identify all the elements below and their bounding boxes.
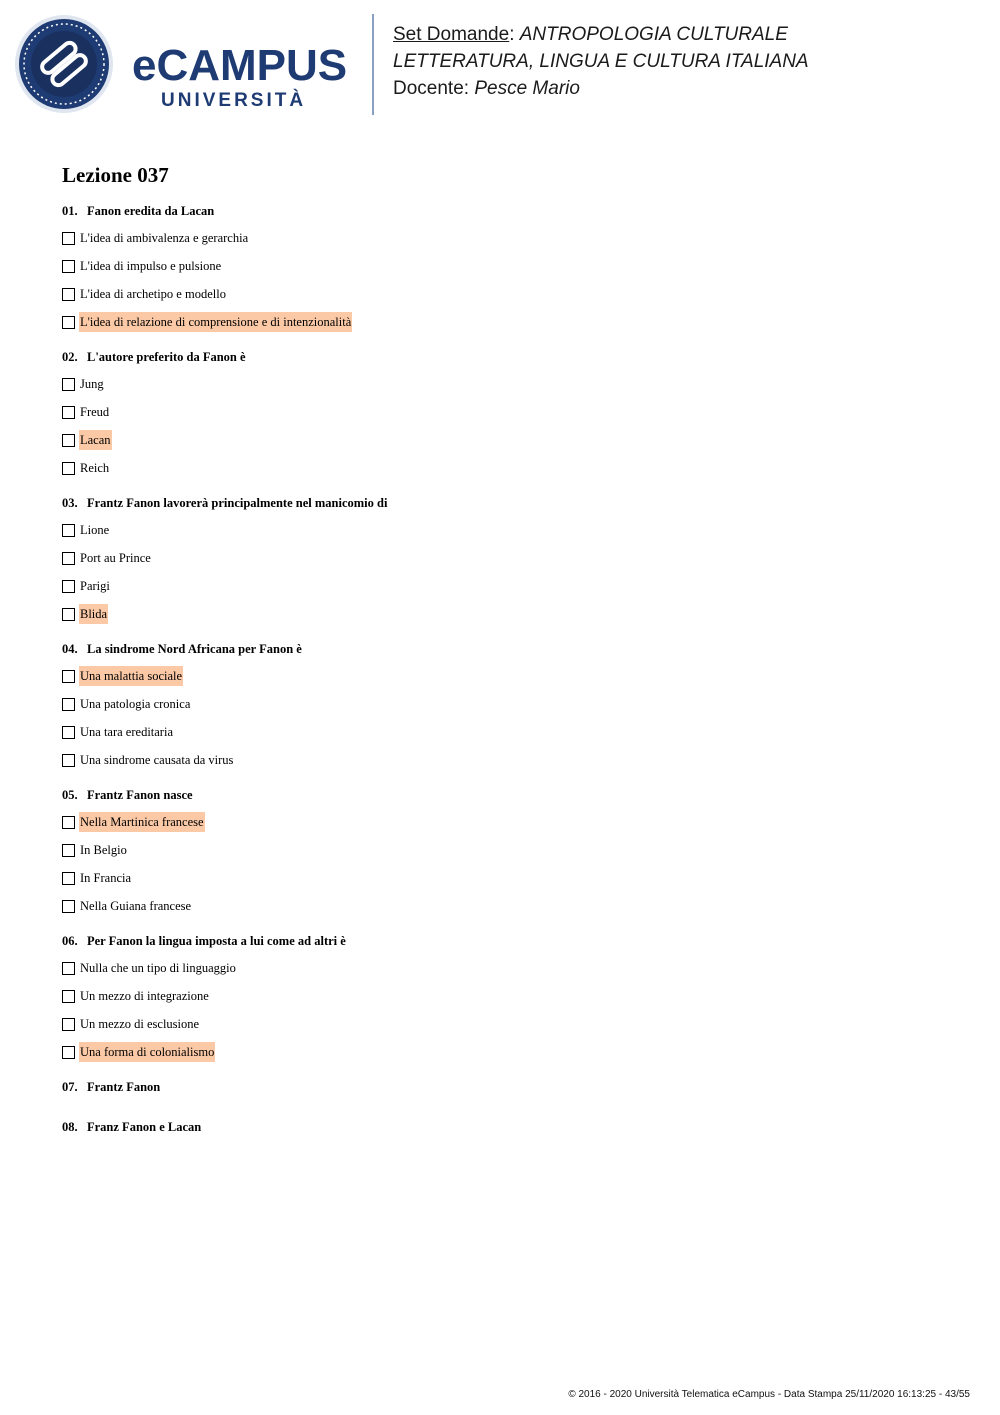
answer-option[interactable] [62, 982, 962, 1010]
answer-text-correct: Lacan [79, 430, 112, 450]
ecampus-logo [14, 14, 359, 116]
answer-text: Una tara ereditaria [80, 725, 173, 739]
question [62, 1114, 962, 1140]
answer-option[interactable] [62, 454, 962, 482]
page-footer: © 2016 - 2020 Università Telematica eCampus - Data Stampa 25/11/2020 16:13:25 - 43/55 [568, 1389, 970, 1400]
answer-checkbox[interactable] [62, 1018, 75, 1031]
answer-text-correct: Nella Martinica francese [79, 812, 205, 832]
answer-option[interactable] [62, 1038, 962, 1066]
question-title [62, 490, 962, 516]
question [62, 344, 962, 482]
question-number: 01. [62, 204, 78, 218]
question-number: 05. [62, 788, 78, 802]
answer-checkbox[interactable] [62, 608, 75, 621]
answer-option[interactable] [62, 808, 962, 836]
set-label: Set Domande [393, 24, 510, 45]
answer-text: In Belgio [80, 843, 127, 857]
question [62, 1074, 962, 1100]
question-title [62, 198, 962, 224]
answer-text-correct: Una forma di colonialismo [79, 1042, 215, 1062]
answer-checkbox[interactable] [62, 524, 75, 537]
answer-checkbox[interactable] [62, 232, 75, 245]
answer-option[interactable] [62, 252, 962, 280]
course-line-1: ANTROPOLOGIA CULTURALE [519, 24, 788, 45]
question [62, 636, 962, 774]
answer-text: L'idea di impulso e pulsione [80, 259, 222, 273]
question-number: 08. [62, 1120, 78, 1134]
question-text: Frantz Fanon nasce [87, 788, 193, 802]
answer-checkbox[interactable] [62, 1046, 75, 1059]
answer-text-correct: L'idea di relazione di comprensione e di intenzionalità [79, 312, 352, 332]
teacher-name: Pesce Mario [474, 78, 580, 99]
teacher-label: Docente [393, 78, 464, 99]
question-number: 06. [62, 934, 78, 948]
question-title [62, 1114, 962, 1140]
answer-option[interactable] [62, 572, 962, 600]
answer-text: Nella Guiana francese [80, 899, 192, 913]
question [62, 490, 962, 628]
answer-checkbox[interactable] [62, 288, 75, 301]
question-number: 07. [62, 1080, 78, 1094]
question-title [62, 782, 962, 808]
question-title [62, 344, 962, 370]
question [62, 782, 962, 920]
answer-text: Una patologia cronica [80, 697, 191, 711]
answer-text: Nulla che un tipo di linguaggio [80, 961, 236, 975]
answer-option[interactable] [62, 836, 962, 864]
answer-checkbox[interactable] [62, 260, 75, 273]
question [62, 198, 962, 336]
answer-checkbox[interactable] [62, 990, 75, 1003]
answer-checkbox[interactable] [62, 872, 75, 885]
answer-text-correct: Una malattia sociale [79, 666, 183, 686]
answer-checkbox[interactable] [62, 962, 75, 975]
page-header [0, 0, 1000, 130]
course-info: Set Domande: ANTROPOLOGIA CULTURALE LETTERATURA, LINGUA E CULTURA ITALIANA Docente: Pesce Mario [393, 24, 809, 99]
question-title [62, 928, 962, 954]
answer-option[interactable] [62, 690, 962, 718]
lesson-title: Lezione 037 [62, 163, 169, 187]
question-text: L'autore preferito da Fanon è [87, 350, 246, 364]
logo-brand: eCAMPUS [132, 41, 348, 90]
answer-text: Lione [80, 523, 110, 537]
question-number: 02. [62, 350, 78, 364]
question-number: 03. [62, 496, 78, 510]
answer-option[interactable] [62, 426, 962, 454]
answer-option[interactable] [62, 544, 962, 572]
question-list [62, 198, 962, 1140]
answer-text: Freud [80, 405, 110, 419]
answer-checkbox[interactable] [62, 698, 75, 711]
answer-text-correct: Blida [79, 604, 108, 624]
answer-option[interactable] [62, 662, 962, 690]
lesson-content [62, 160, 962, 1140]
answer-checkbox[interactable] [62, 316, 75, 329]
answer-option[interactable] [62, 746, 962, 774]
answer-text: L'idea di ambivalenza e gerarchia [80, 231, 249, 245]
answer-checkbox[interactable] [62, 754, 75, 767]
answer-text: Port au Prince [80, 551, 151, 565]
answer-option[interactable] [62, 516, 962, 544]
question-text: Fanon eredita da Lacan [87, 204, 215, 218]
question-text: Frantz Fanon [87, 1080, 161, 1094]
question-text: Franz Fanon e Lacan [87, 1120, 202, 1134]
question [62, 928, 962, 1066]
answer-checkbox[interactable] [62, 378, 75, 391]
question-text: Frantz Fanon lavorerà principalmente nel manicomio di [87, 496, 388, 510]
answer-option[interactable] [62, 280, 962, 308]
answer-option[interactable] [62, 892, 962, 920]
header-divider [372, 14, 374, 115]
answer-option[interactable] [62, 308, 962, 336]
answer-option[interactable] [62, 864, 962, 892]
answer-option[interactable] [62, 224, 962, 252]
answer-text: Una sindrome causata da virus [80, 753, 234, 767]
answer-text: Jung [80, 377, 104, 391]
answer-text: In Francia [80, 871, 132, 885]
answer-text: Un mezzo di esclusione [80, 1017, 200, 1031]
course-line-2: LETTERATURA, LINGUA E CULTURA ITALIANA [393, 51, 809, 72]
logo-subtitle: UNIVERSITÀ [161, 90, 307, 111]
answer-option[interactable] [62, 1010, 962, 1038]
answer-text: Un mezzo di integrazione [80, 989, 209, 1003]
answer-checkbox[interactable] [62, 580, 75, 593]
answer-option[interactable] [62, 370, 962, 398]
answer-option[interactable] [62, 600, 962, 628]
question-title [62, 1074, 962, 1100]
answer-checkbox[interactable] [62, 552, 75, 565]
question-title [62, 636, 962, 662]
answer-checkbox[interactable] [62, 462, 75, 475]
answer-text: Reich [80, 461, 110, 475]
answer-checkbox[interactable] [62, 816, 75, 829]
answer-option[interactable] [62, 954, 962, 982]
answer-checkbox[interactable] [62, 434, 75, 447]
question-text: Per Fanon la lingua imposta a lui come ad altri è [87, 934, 346, 948]
answer-text: Parigi [80, 579, 110, 593]
answer-option[interactable] [62, 398, 962, 426]
answer-text: L'idea di archetipo e modello [80, 287, 226, 301]
answer-option[interactable] [62, 718, 962, 746]
answer-checkbox[interactable] [62, 670, 75, 683]
answer-checkbox[interactable] [62, 844, 75, 857]
answer-checkbox[interactable] [62, 900, 75, 913]
question-text: La sindrome Nord Africana per Fanon è [87, 642, 302, 656]
answer-checkbox[interactable] [62, 726, 75, 739]
question-number: 04. [62, 642, 78, 656]
answer-checkbox[interactable] [62, 406, 75, 419]
